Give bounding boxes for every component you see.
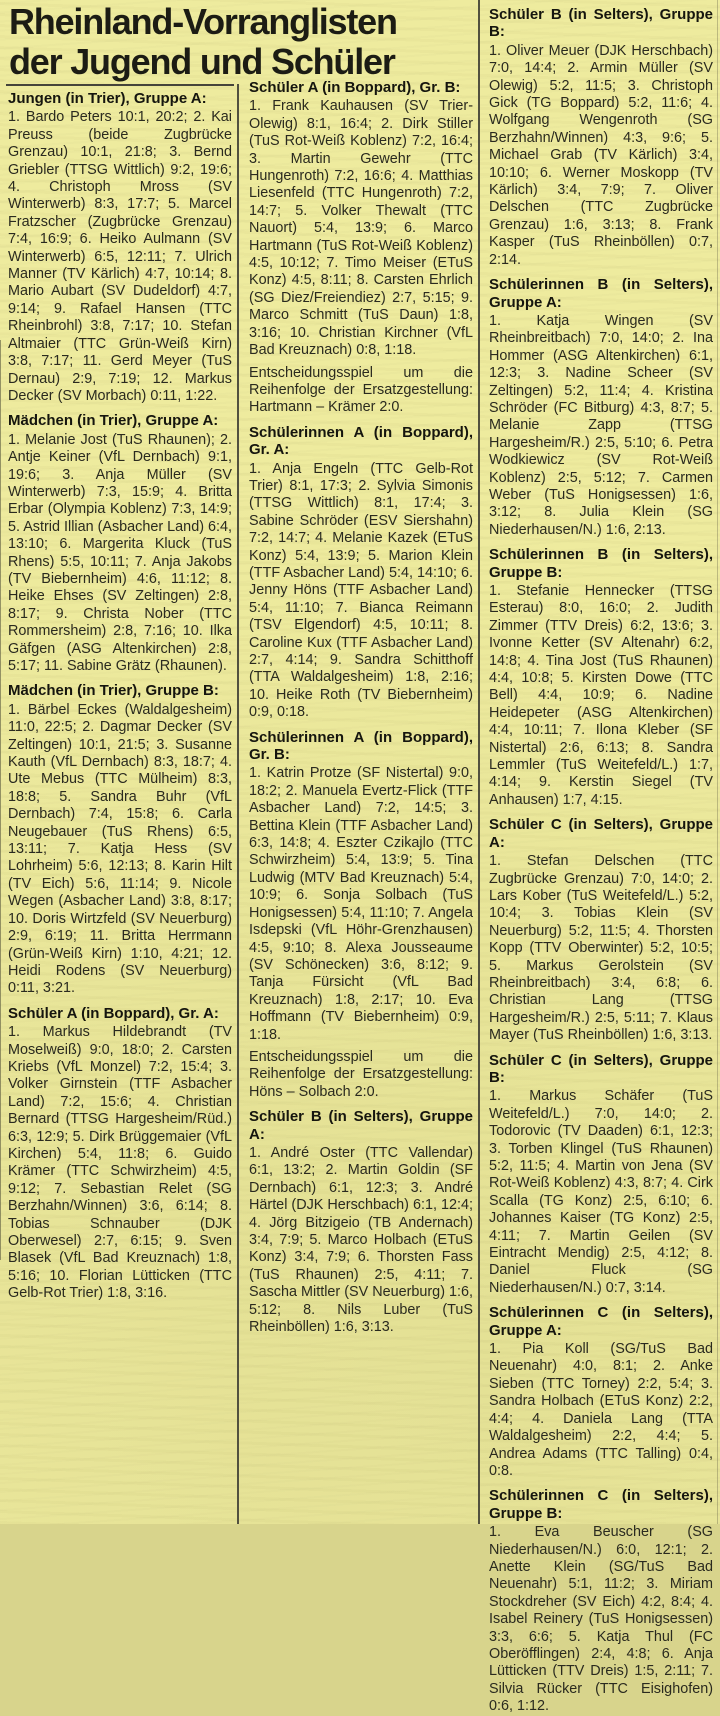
decision-note: Entscheidungsspiel um die Reihenfolge der Ersatzgestellung: Höns – Solbach 2:0. (249, 1048, 473, 1100)
section-schueler-a-boppard-b (249, 79, 473, 417)
section-body: 1. Melanie Jost (TuS Rhaunen); 2. Antje Keiner (VfL Dernbach) 9:1, 19:6; 3. Anja Müller (SV Winterwerb) 7:3, 15:9; 4. Britta Erbar (Olympia Koblenz) 7:3, 14:9; 5. Astrid Illian (Asbacher Land) 6:4, 13:10; 6. Margerita Kluck (TuS Rhens) 5:5, 10:11; 7. Anja Jakobs (TV Biebernheim) 4:6, 11:12; 8. Heike Ehses (SV Zeltingen) 2:8, 8:17; 9. Christa Nober (TTC Rommersheim) 2:8, 7:16; 10. Ilka Gäfgen (ASG Altenkirchen) 2:8, 5:17; 11. Sabine Grätz (Rhaunen). (8, 431, 232, 674)
section-maedchen-trier-a (8, 412, 232, 675)
section-body: 1. Stefanie Hennecker (TTSG Esterau) 8:0, 16:0; 2. Judith Zimmer (TTV Dreis) 6:2, 13:6; 3. Ivonne Ketter (SV Altenahr) 6:2, 14:8; 4. Tina Jost (TuS Rhaunen) 4:4, 10:8; 5. Kirsten Dowe (TTC Bell) 4:4, 10:9; 6. Nadine Heidepeter (ASG Altenkirchen) 4:4, 10:11; 7. Ilona Kleber (SF Nistertal) 2:6, 6:13; 8. Sandra Lemmler (TuS Weitefeld/L.) 1:7, 4:14; 9. Kerstin Siegel (TV Anhausen) 1:7, 4:15. (489, 583, 713, 808)
section-heading: Schülerinnen A (in Boppard), Gr. B: (249, 728, 473, 764)
section-heading: Jungen (in Trier), Gruppe A: (8, 90, 207, 107)
decision-note: Entscheidungsspiel um die Reihenfolge der Ersatzgestellung: Hartmann – Krämer 2:0. (249, 364, 473, 416)
section-schuelerinnen-c-selters-a (489, 1304, 713, 1480)
section-heading: Schüler B (in Selters), Gruppe A: (249, 1108, 473, 1143)
section-body: 1. Katja Wingen (SV Rheinbreitbach) 7:0, 14:0; 2. Ina Hommer (ASG Altenkirchen) 6:1, 12:3; 3. Nadine Scheer (SV Zeltingen) 5:2, 11:4; 4. Kristina Schröder (FC Bitburg) 4:3, 8:7; 5. Melanie Zapp (TTSG Hargesheim/R.) 2:5, 5:10; 6. Petra Wodkiewicz (SV Rot-Weiß Koblenz) 2:5, 5:12; 7. Carmen Weber (TuS Honigsessen) 1:6, 3:12; 8. Julia Klein (SG Niederhausen/N.) 1:6, 2:13. (489, 312, 713, 538)
section-body: 1. Bardo Peters 10:1, 20:2; 2. Kai Preuss (beide Zugbrücke Grenzau) 10:1, 21:8; 3. Bernd Griebler (TTSG Wittlich) 9:2, 19:6; 4. Christoph Mross (SV Winterwerb) 8:3, 17:7; 5. Marcel Fratzscher (Zugbrücke Grenzau) 7:4, 16:9; 6. Heiko Aulmann (SV Winterwerb) 6:5, 12:11; 7. Ulrich Manner (TV Kärlich) 4:7, 10:14; 8. Mario Aubart (SV Dudeldorf) 4:7, 9:14; 9. Rafael Hansen (TTC Rheinbrohl) 3:8, 7:17; 10. Stefan Altmaier (TTC Grün-Weiß Kirn) 3:8, 7:17; 11. Gerd Meyer (TuS Dernau) 2:9, 7:19; 12. Markus Decker (SV Morbach) 0:11, 1:22. (8, 109, 232, 404)
section-body: 1. Markus Hildebrandt (TV Moselweiß) 9:0, 18:0; 2. Carsten Kriebs (VfL Monzel) 7:2, 15:4; 3. Volker Girnstein (TTF Asbacher Land) 7:2, 15:6; 4. Christian Bernard (TTSG Hargesheim/Rüd.) 6:3, 12:9; 5. Dirk Brüggemaier (VfL Kirchen) 5:4, 11:8; 6. Guido Krämer (TTC Schwirzheim) 4:5, 9:12; 7. Sebastian Relet (SG Berzhahn/Winnen) 3:6, 6:14; 8. Tobias Schnauber (DJK Oberwesel) 2:7, 6:15; 9. Sven Blasek (VfL Bad Kreuznach) 1:8, 5:16; 10. Florian Lütticken (TTC Gelb-Rot Trier) 1:8, 3:16. (8, 1024, 232, 1302)
section-heading: Schülerinnen C (in Selters), Gruppe B: (489, 1487, 713, 1522)
column-3 (489, 6, 713, 1716)
section-heading: Schüler C (in Selters), Gruppe A: (489, 816, 713, 851)
section-heading: Schüler B (in Selters), Gruppe B: (489, 6, 713, 41)
section-jungen-trier-a (8, 90, 232, 405)
section-body: 1. Bärbel Eckes (Waldalgesheim) 11:0, 22:5; 2. Dagmar Decker (SV Zeltingen) 10:1, 21:5; 3. Susanne Kauth (VfL Dernbach) 8:3, 18:7; 4. Ute Mebus (TTC Mülheim) 8:3, 18:8; 5. Sandra Buhr (VfL Dernbach) 7:4, 15:8; 6. Carla Neugebauer (TuS Rhens) 6:5, 13:11; 7. Katja Hess (SV Lohrheim) 5:6, 12:13; 8. Karin Hilt (TV Eich) 5:6, 11:14; 9. Nicole Wegen (Asbacher Land) 3:8, 8:17; 10. Doris Wirtzfeld (SV Neuerburg) 2:9, 6:19; 11. Britta Herrmann (Grün-Weiß Kirn) 1:10, 4:21; 12. Heidi Rodens (SV Neuerburg) 0:11, 3:21. (8, 701, 232, 997)
section-heading: Schüler A (in Boppard), Gr. B: (249, 79, 461, 96)
section-schuelerinnen-b-selters-a (489, 276, 713, 539)
section-body: 1. Markus Schäfer (TuS Weitefeld/L.) 7:0, 14:0; 2. Todorovic (TV Daaden) 6:1, 12:3; 3. Torben Klingel (TuS Rhaunen) 5:2, 11:5; 4. Martin von Jena (SV Rot-Weiß Koblenz) 4:3, 8:7; 4. Cirk Scalla (TG Konz) 2:5, 6:10; 6. Johannes Kaiser (TG Konz) 2:5, 4:11; 7. Martin Geilen (SV Eintracht Mendig) 2:5, 4:12; 8. Daniel Fluck (SG Niederhausen/N.) 0:7, 3:14. (489, 1088, 713, 1296)
section-heading: Schülerinnen B (in Selters), Gruppe A: (489, 276, 713, 311)
section-schueler-a-boppard-a (8, 1005, 232, 1303)
section-body: 1. Oliver Meuer (DJK Herschbach) 7:0, 14:4; 2. Armin Müller (SV Olewig) 5:2, 11:5; 3. Christoph Gick (TG Boppard) 5:2, 11:6; 4. Wolfgang Wengenroth (SG Berzhahn/Winnen) 4:3, 9:6; 5. Michael Grab (TV Kärlich) 3:4, 10:10; 6. Werner Moskopp (TV Kärlich) 3:4, 7:9; 7. Oliver Delschen (TTC Zugbrücke Grenzau) 1:6, 3:13; 8. Frank Kasper (TuS Rheinböllen) 0:7, 2:14. (489, 42, 713, 268)
section-heading: Mädchen (in Trier), Gruppe A: (8, 412, 219, 430)
headline-line-1: Rheinland-Vorranglisten (9, 1, 397, 42)
section-heading: Schüler C (in Selters), Gruppe B: (489, 1051, 713, 1086)
section-schuelerinnen-a-boppard-b (249, 729, 473, 1102)
section-schueler-c-selters-a (489, 816, 713, 1044)
section-body: 1. Anja Engeln (TTC Gelb-Rot Trier) 8:1, 17:3; 2. Sylvia Simonis (TTSG Wittlich) 8:1, 17:4; 3. Sabine Schröder (ESV Siershahn) 7:2, 14:7; 4. Melanie Kazek (ETuS Konz) 5:4, 13:9; 5. Marion Klein (TTF Asbacher Land) 5:4, 14:10; 6. Jenny Höns (TTF Asbacher Land) 5:4, 11:10; 7. Bianca Reimann (TSV Elgendorf) 4:5, 10:11; 8. Caroline Kux (TTF Asbacher Land) 2:7, 4:14; 9. Sandra Schitthoff (TTA Waldalgesheim) 1:8, 2:16; 10. Heike Roth (TV Biebernheim) 0:9, 0:18. (249, 460, 473, 721)
section-heading: Schülerinnen C (in Selters), Gruppe A: (489, 1304, 713, 1339)
section-maedchen-trier-b (8, 682, 232, 997)
column-divider-2 (478, 0, 480, 1524)
section-heading: Schüler A (in Boppard), Gr. A: (8, 1004, 219, 1022)
column-1 (8, 90, 232, 1303)
section-schueler-c-selters-b (489, 1052, 713, 1298)
paper-edge-left (0, 340, 1, 1260)
section-heading: Schülerinnen A (in Boppard), Gr. A: (249, 423, 473, 459)
column-2 (249, 79, 473, 1336)
headline-line-2: der Jugend und Schüler (9, 41, 395, 82)
headline (9, 2, 481, 82)
section-heading: Schülerinnen B (in Selters), Gruppe B: (489, 546, 713, 581)
section-schueler-b-selters-b (489, 6, 713, 269)
paper-edge-right (717, 0, 718, 1524)
section-body: 1. André Oster (TTC Vallendar) 6:1, 13:2; 2. Martin Goldin (SF Dernbach) 6:1, 12:3; 3. André Härtel (DJK Herschbach) 6:1, 12:4; 4. Jörg Bitzigeio (TB Andernach) 3:4, 7:9; 5. Marco Holbach (ETuS Konz) 3:4, 7:9; 6. Thorsten Fass (TuS Rhaunen) 2:5, 4:11; 7. Sascha Mittler (SV Neuerburg) 1:6, 5:12; 8. Nils Luber (TuS Rheinböllen) 1:6, 3:13. (249, 1144, 473, 1336)
section-schuelerinnen-b-selters-b (489, 546, 713, 809)
section-schueler-b-selters-a (249, 1108, 473, 1336)
section-schuelerinnen-a-boppard-a (249, 424, 473, 722)
section-schuelerinnen-c-selters-b (489, 1487, 713, 1715)
section-body: 1. Eva Beuscher (SG Niederhausen/N.) 6:0, 12:1; 2. Anette Klein (SG/TuS Bad Neuenahr) 5:1, 11:2; 3. Miriam Stockdreher (SV Eich) 4:2, 8:4; 4. Isabel Reinery (TuS Honigsessen) 3:3, 6:6; 5. Katja Thul (FC Oberöfflingen) 2:4, 4:8; 6. Anja Lütticken (TTV Dreis) 1:5, 2:11; 7. Silvia Rücker (TTC Eisighofen) 0:6, 1:12. (489, 1524, 713, 1715)
section-body: 1. Frank Kauhausen (SV Trier-Olewig) 8:1, 16:4; 2. Dirk Stiller (TuS Rot-Weiß Koblenz) 7:2, 16:4; 3. Martin Gewehr (TTC Hungenroth) 7:2, 16:6; 4. Matthias Liesenfeld (TTC Hungenroth) 7:2, 14:7; 5. Volker Thewalt (TTC Nauort) 5:4, 13:9; 6. Marco Hartmann (TuS Rot-Weiß Koblenz) 4:5, 10:12; 7. Timo Meiser (ETuS Konz) 4:5, 8:11; 8. Carsten Ehrlich (SG Diez/Freiendiez) 2:7, 5:15; 9. Marco Schmitt (TuS Daun) 1:8, 3:16; 10. Christian Kirchner (VfL Bad Kreuznach) 0:8, 1:18. (249, 98, 473, 359)
section-heading: Mädchen (in Trier), Gruppe B: (8, 682, 219, 700)
headline-rule (6, 84, 234, 86)
section-body: 1. Pia Koll (SG/TuS Bad Neuenahr) 4:0, 8:1; 2. Anke Sieben (TTC Torney) 2:2, 5:4; 3. Sandra Holbach (ETuS Konz) 2:2, 4:4; 4. Daniela Lang (TTA Waldalgesheim) 2:2, 4:4; 5. Andrea Adams (TTC Talling) 0:4, 0:8. (489, 1341, 713, 1479)
section-body: 1. Stefan Delschen (TTC Zugbrücke Grenzau) 7:0, 14:0; 2. Lars Kober (TuS Weitefeld/L.) 5:2, 10:4; 3. Tobias Klein (SV Neuerburg) 5:2, 11:5; 4. Thorsten Kopp (TTV Oberwinter) 5:2, 10:5; 5. Markus Gerolstein (SV Rheinbreitbach) 3:4, 6:8; 6. Christian Lang (TTSG Hargesheim/R.) 2:5, 5:11; 7. Klaus Mayer (TuS Rheinböllen) 1:6, 3:13. (489, 853, 713, 1044)
column-divider-1 (237, 84, 239, 1524)
section-body: 1. Katrin Protze (SF Nistertal) 9:0, 18:2; 2. Manuela Evertz-Flick (TTF Asbacher Land) 7:2, 14:5; 3. Bettina Klein (TTF Asbacher Land) 6:3, 14:8; 4. Eszter Czikajlo (TTC Schwirzheim) 5:4, 13:9; 5. Tina Ludwig (MTV Bad Kreuznach) 5:4, 10:9; 6. Sonja Solbach (TuS Honigsessen) 5:4, 11:10; 7. Angela Isdepski (VfL Höhr-Grenzhausen) 4:5, 9:10; 8. Alexa Jousseaume (SV Schönecken) 3:6, 8:12; 9. Tanja Fürsicht (VfL Bad Kreuznach) 1:8, 2:17; 10. Eva Hoffmann (TV Biebernheim) 0:9, 1:18. (249, 765, 473, 1043)
